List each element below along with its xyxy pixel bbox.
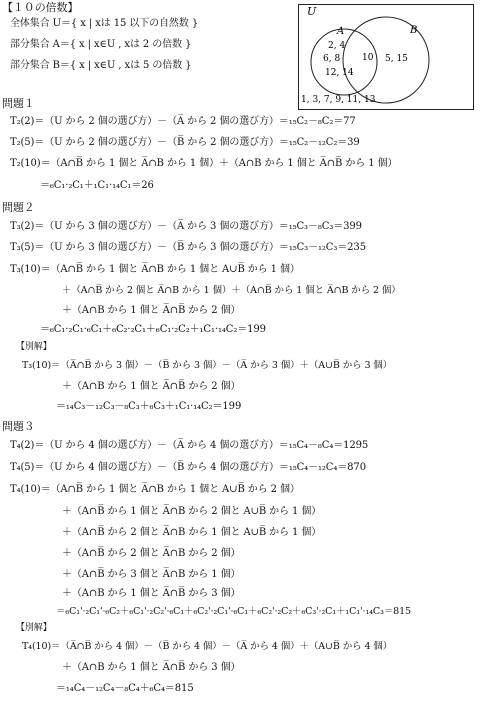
problem2-alt-line: ＋（A∩B から 1 個と A̅∩B̅ から 2 個） xyxy=(62,381,241,392)
problem2-line: T₃(2)＝（U から 3 個の選び方）－（A̅ から 3 個の選び方）＝₁₅C₃－₈C₃＝399 xyxy=(10,221,362,232)
problem3-line: ＋（A∩B̅ から 2 個と A̅∩B から 1 個と A∪B̅ から 1 個） xyxy=(62,527,322,538)
problem1-result: ＝₆C₁·₂C₁＋₁C₁·₁₄C₁＝26 xyxy=(40,180,154,191)
problem2-alt-heading: 【別解】 xyxy=(16,342,52,352)
section-title: 【１０の倍数】 xyxy=(2,1,79,14)
problem2-line: T₃(5)＝（U から 3 個の選び方）－（B̅ から 3 個の選び方）＝₁₅C₃－₁₂C₃＝235 xyxy=(10,242,366,253)
problem2-alt-result: ＝₁₄C₃－₁₂C₃－₈C₃＋₆C₃＋₁C₁·₁₄C₂＝199 xyxy=(56,401,242,412)
outside-elements: 1, 3, 7, 9, 11, 13 xyxy=(301,95,376,105)
problem2-line: ＋（A∩B から 1 個と A̅∩B̅ から 2 個） xyxy=(62,305,241,316)
problem3-alt-line: ＋（A∩B から 1 個と A̅∩B̅ から 3 個） xyxy=(62,662,241,673)
problem1-line: T₂(2)＝（U から 2 個の選び方）－（A̅ から 2 個の選び方）＝₁₅C₂－₈C₂＝77 xyxy=(10,116,356,127)
b-label: B xyxy=(410,25,418,36)
a-only-elements-1: 2, 4 xyxy=(328,41,346,51)
a-label: A xyxy=(337,26,345,37)
a-only-elements-3: 12, 14 xyxy=(325,68,354,78)
problem3-heading: 問題３ xyxy=(2,420,35,433)
problem3-alt-line: T₄(10)＝（A̅∩B̅ から 4 個）－（B̅ から 4 個）－（A̅ から 4 個）＋（A∪B̅ から 4 個） xyxy=(22,641,393,652)
problem1-line: T₂(10)＝（A∩B̅ から 1 個と A̅∩B から 1 個）＋（A∩B から 1 個と A̅∩B̅ から 1 個） xyxy=(10,158,398,169)
problem3-line: ＋（A∩B̅ から 2 個と A̅∩B から 2 個） xyxy=(62,548,241,559)
problem3-line: ＋（A∩B̅ から 1 個と A̅∩B から 2 個と A∪B̅ から 1 個） xyxy=(62,506,322,517)
problem3-alt-result: ＝₁₄C₄－₁₂C₄－₈C₄＋₆C₄＝815 xyxy=(56,683,194,694)
problem2-result: ＝₆C₁·₂C₁·₆C₁＋₆C₂·₂C₁＋₆C₁·₂C₂＋₁C₁·₁₄C₂＝199 xyxy=(40,324,266,335)
problem3-result: ＝₆C₁'·₂C₁'·₆C₂＋₆C₁'·₂C₂'·₆C₁＋₆C₂'·₂C₁'·₆C₁＋₆C₂'·₂C₂＋₆C₃'·₂C₁＋₁C₁'·₁₄C₃＝815 xyxy=(56,606,412,617)
b-only-elements: 5, 15 xyxy=(385,54,408,64)
problem2-heading: 問題２ xyxy=(2,201,35,214)
a-only-elements-2: 6, 8 xyxy=(323,54,341,64)
problem3-line: T₄(5)＝（U から 4 個の選び方）－（B̅ から 4 個の選び方）＝₁₅C₄－₁₂C₄＝870 xyxy=(10,462,366,473)
problem3-line: T₄(10)＝（A∩B̅ から 1 個と A̅∩B から 1 個と A∪B̅ から 2 個） xyxy=(10,484,300,495)
u-label: U xyxy=(307,5,317,18)
problem1-heading: 問題１ xyxy=(2,97,35,110)
subset-b-definition: 部分集合 B＝{ x | x∈U , xは 5 の倍数 } xyxy=(10,60,192,71)
problem1-line: T₂(5)＝（U から 2 個の選び方）－（B̅ から 2 個の選び方）＝₁₅C₂－₁₂C₂＝39 xyxy=(10,137,360,148)
intersection-elements: 10 xyxy=(362,53,374,63)
problem3-line: ＋（A∩B̅ から 3 個と A̅∩B から 1 個） xyxy=(62,569,241,580)
problem3-line: ＋（A∩B から 1 個と A̅∩B̅ から 3 個） xyxy=(62,588,241,599)
venn-diagram xyxy=(298,4,474,110)
problem2-line: ＋（A∩B̅ から 2 個と A̅∩B から 1 個）＋（A∩B̅ から 1 個と A̅∩B から 2 個） xyxy=(62,285,401,296)
universal-set-definition: 全体集合 U＝{ x | xは 15 以下の自然数 } xyxy=(10,18,199,29)
problem2-line: T₃(10)＝（A∩B̅ から 1 個と A̅∩B から 1 個と A∪B̅ から 1 個） xyxy=(10,264,300,275)
subset-a-definition: 部分集合 A＝{ x | x∈U , xは 2 の倍数 } xyxy=(10,39,192,50)
problem3-alt-heading: 【別解】 xyxy=(16,623,52,633)
problem2-alt-line: T₃(10)＝（A̅∩B̅ から 3 個）－（B̅ から 3 個）－（A̅ から 3 個）＋（A∪B̅ から 3 個） xyxy=(22,360,393,371)
problem3-line: T₄(2)＝（U から 4 個の選び方）－（A̅ から 4 個の選び方）＝₁₅C₄－₈C₄＝1295 xyxy=(10,440,369,451)
